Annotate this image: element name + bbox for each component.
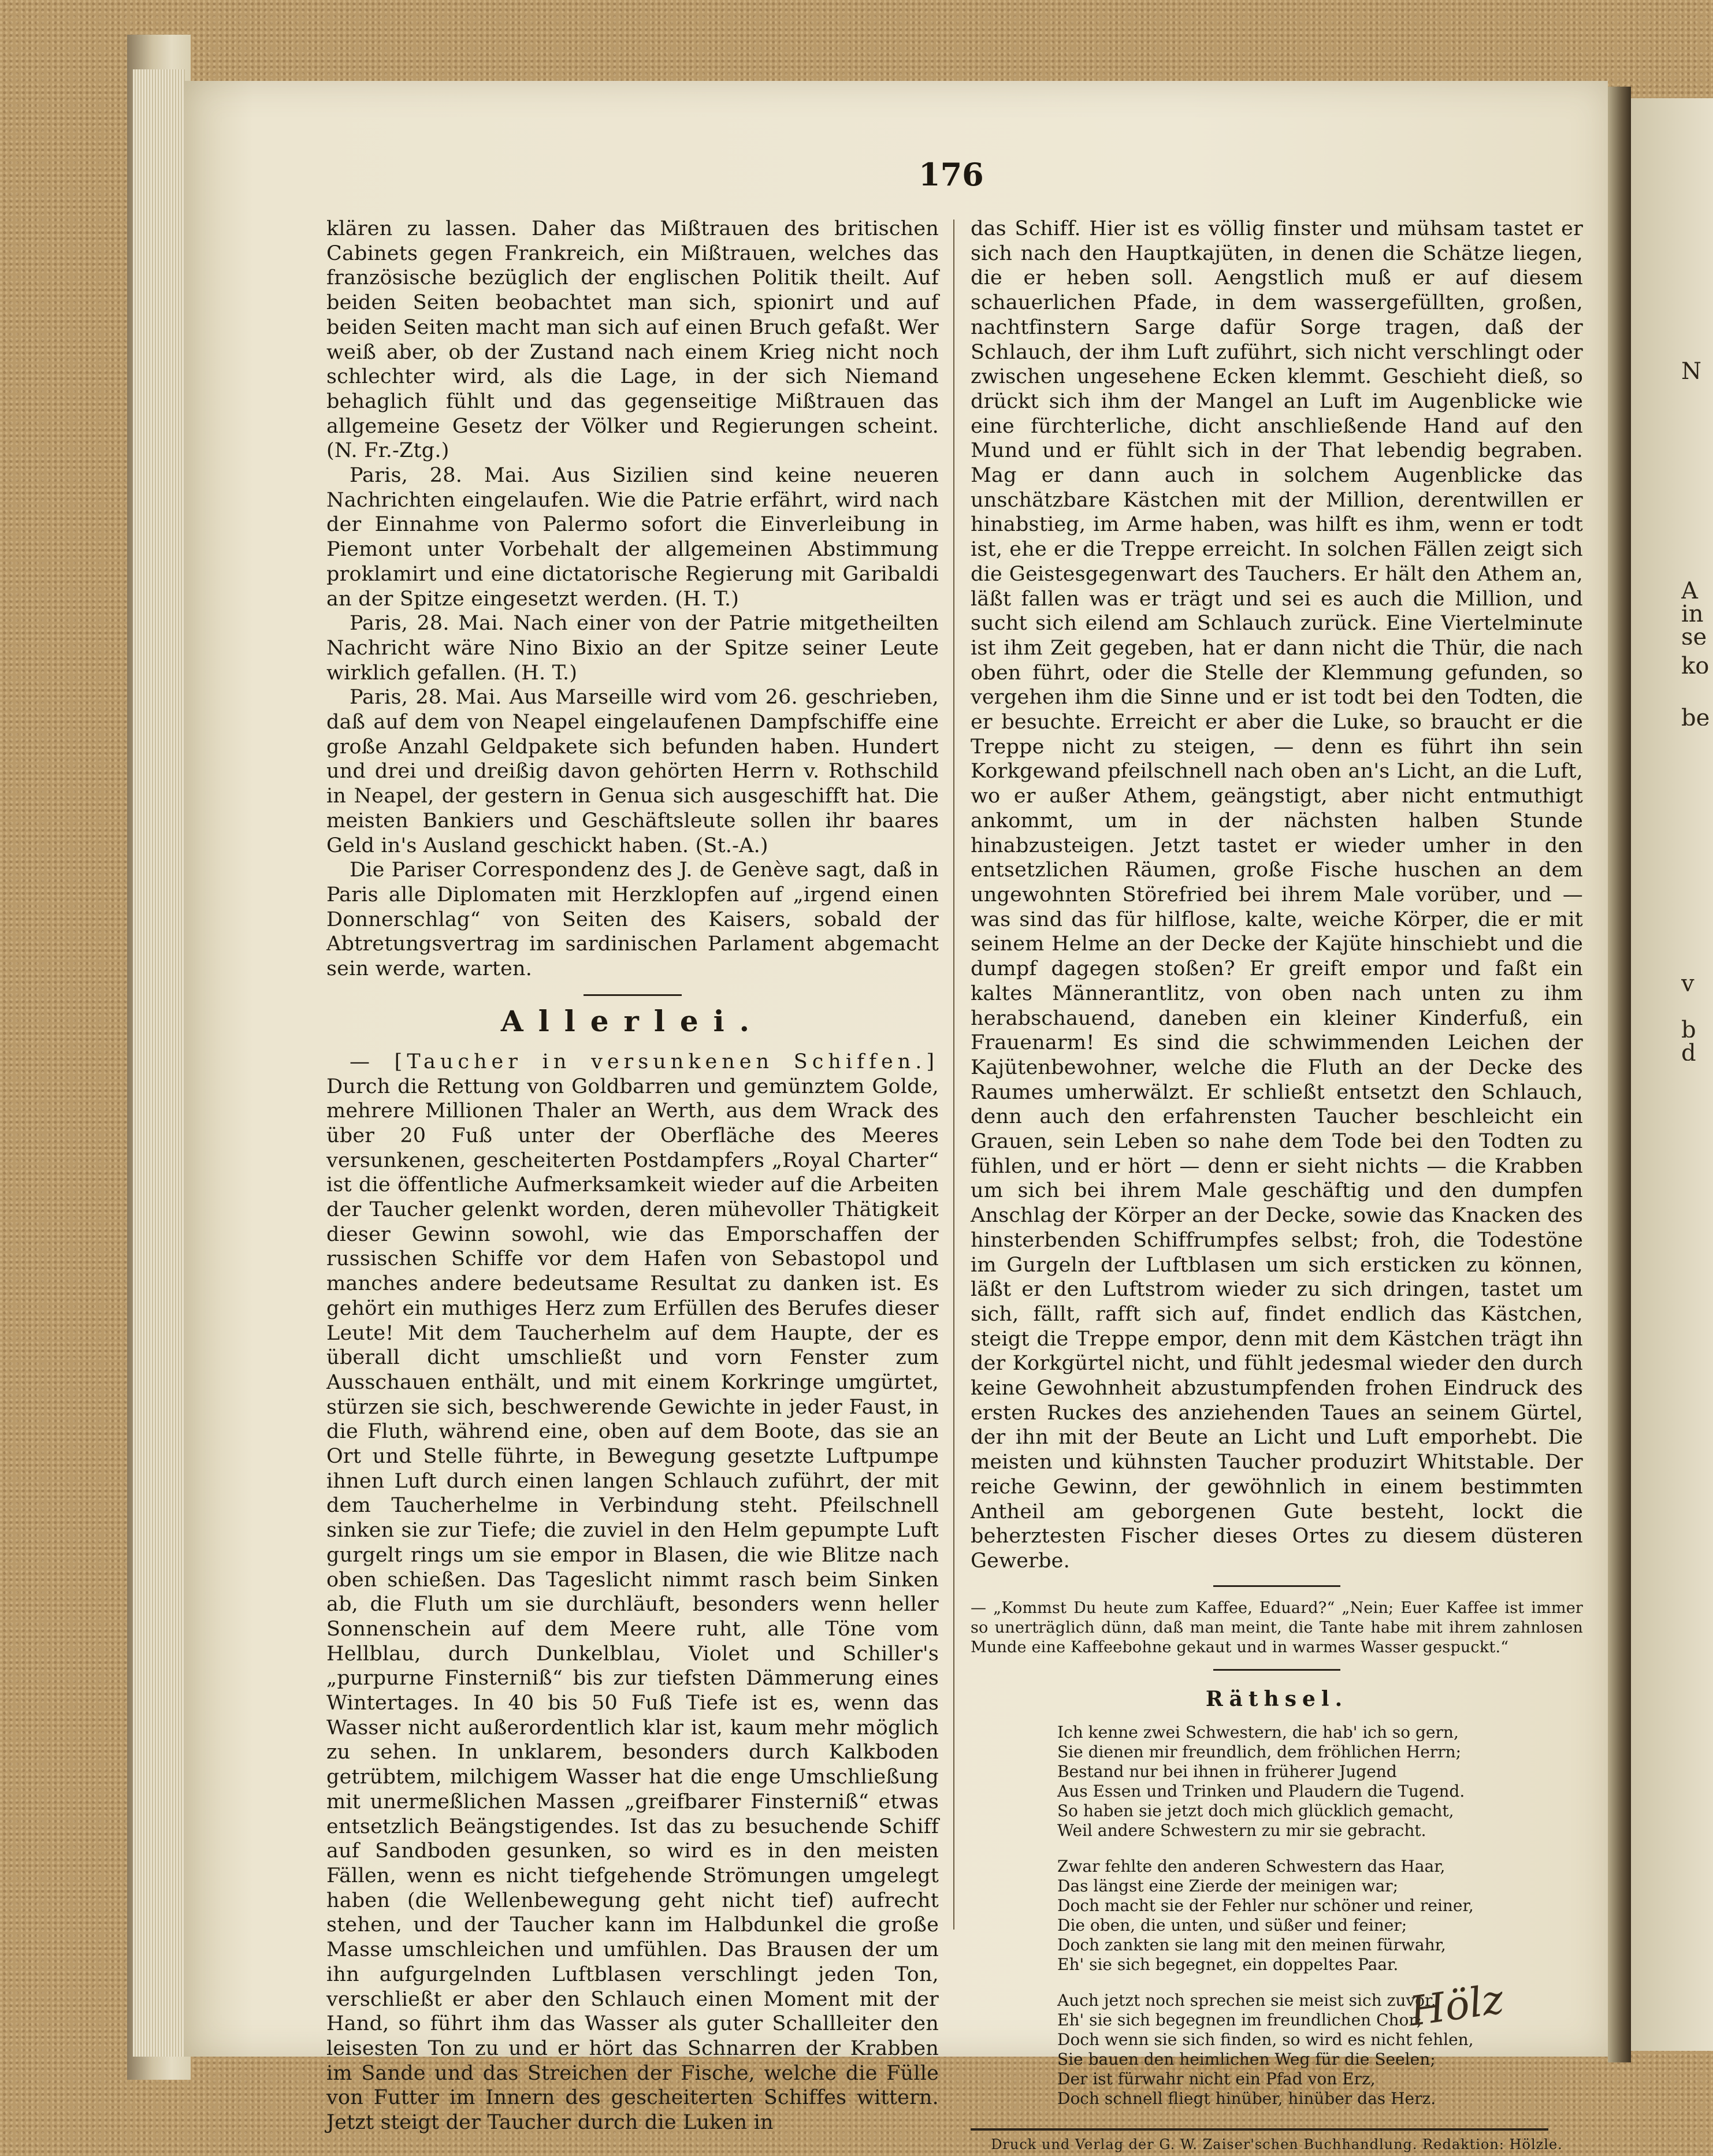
poem-line: Weil andere Schwestern zu mir sie gebracht. (1057, 1820, 1426, 1840)
imprint-rule (971, 2128, 1548, 2131)
book-gutter (1608, 87, 1631, 2062)
section-title: Allerlei. (500, 1003, 765, 1038)
news-paragraph: klären zu lassen. Daher das Mißtrauen des britischen Cabinets gegen Frankreich, ein Mißtrauen, welches das französische bezüglich der englischen Politik theilt. Auf beiden Seiten beobachtet man sich, spionirt und auf beiden Seiten macht man sich auf einen Bruch gefaßt. Wer weiß aber, ob der Zustand nach einem Krieg nicht noch schlechter wird, als die Lage, in der sich Niemand behaglich fühlt und das gegenseitige Mißtrauen das allgemeine Gesetz der Völker und Regierungen scheint. (N. Fr.-Ztg.) (326, 217, 939, 463)
handwritten-signature: Hölz (1407, 1975, 1507, 2035)
diver-article-continued: das Schiff. Hier ist es völlig finster und mühsam tastet er sich nach den Hauptkajüten, in denen die Schätze liegen, die er heben soll. Aengstlich muß er auf diesem schauerlichen Pfade, in dem wassergefüllten, großen, nachtfinstern Sarge dafür Sorge tragen, daß der Schlauch, der ihm Luft zuführt, sich nicht verschlingt oder zwischen ungesehene Ecken klemmt. Geschieht dieß, so drückt sich ihm der Mangel an Luft im Augenblicke wie eine fürchterliche, dicht anschließende Hand auf den Mund und er fühlt sich in der That lebendig begraben. Mag er dann auch in solchem Augenblicke das unschätzbare Kästchen mit der Million, derentwillen er hinabstieg, im Arme haben, was hilft es ihm, wenn er todt ist, ehe er die Treppe erreicht. In solchen Fällen zeigt sich die Geistesgegenwart des Tauchers. Er hält den Athem an, läßt fallen was er trägt und sei es auch die Million, und sucht sich eilend am Schlauch zurück. Eine Viertelminute ist ihm Zeit gegeben, hat er dann nicht die Thür, die nach oben führt, oder die Stelle der Klemmung gefunden, so vergehen ihm die Sinne und er ist todt bei den Todten, die er besuchte. Erreicht er aber die Luke, so braucht er die Treppe nicht zu steigen, — denn es führt ihn sein Korkgewand pfeilschnell nach oben an's Licht, an die Luft, wo er außer Athem, geängstigt, aber nicht entmuthigt ankommt, um in der nächsten halben Stunde hinabzusteigen. Jetzt tastet er wieder umher in den entsetzlichen Räumen, große Fische huschen an dem ungewohnten Störefried bei ihrem Male vorüber, und — was sind das für hilflose, kalte, weiche Körper, die er mit seinem Helme an der Decke der Kajüte hinschiebt und die dumpf dagegen stoßen? Er greift empor und faßt ein kaltes Männerantlitz, von oben nach unten zu ihm herabschauend, daneben ein kleiner Kinderfuß, ein Frauenarm! Es sind die schwimmenden Leichen der Kajütenbewohner, welche die Fluth an der Decke des Raumes umherwälzt. Er schließt entsetzt den Schlauch, denn auch den erfahrensten Taucher beschleicht ein Grauen, sein Leben so nahe dem Tode bei den Todten zu fühlen, und er hört — denn er sieht nichts — die Krabben um sich bei ihrem Male geschäftig und den dumpfen Anschlag der Körper an der Decke, sowie das Knacken des hinsterbenden Schiffrumpfes selbst; froh, die Todestöne im Gurgeln der Luftblasen um sich ersticken zu können, läßt er den Luftstrom wieder zu sich dringen, tastet um sich, fällt, rafft sich auf, findet endlich das Kästchen, steigt die Treppe empor, denn mit dem Kästchen trägt ihn der Korkgürtel nicht, und fühlt jedesmal wieder den durch keine Gewohnheit abzustumpfenden frohen Eindruck des ersten Ruckes des anziehenden Taues an seinem Gürtel, der ihn mit der Beute an Licht und Luft emporhebt. Die meisten und kühnsten Taucher produzirt Whitstable. Der reiche Gewinn, der gewöhnlich in einem bestimmten Antheil am geborgenen Gute besteht, lockt die beherztesten Fischer dieses Ortes zu diesem düsteren Gewerbe. (971, 217, 1583, 1573)
poem-line: Bestand nur bei ihnen in früherer Jugend (1057, 1761, 1397, 1781)
section-divider (1213, 1585, 1340, 1587)
facing-page (1631, 98, 1713, 2051)
column-divider (953, 220, 954, 1930)
riddle-title: Räthsel. (1205, 1686, 1348, 1711)
facing-page-fragment: ko (1681, 653, 1710, 674)
diver-article-start (326, 1050, 939, 2135)
facing-page-fragment: be (1681, 705, 1710, 726)
facing-page-fragment: v (1681, 971, 1695, 991)
poem-line: Der ist fürwahr nicht ein Pfad von Erz, (1057, 2069, 1376, 2088)
facing-page-fragment: b (1681, 1017, 1696, 1038)
anecdote: — „Kommst Du heute zum Kaffee, Eduard?“ „Nein; Euer Kaffee ist immer so unerträglich dünn, daß man meint, die Tante habe mit ihrem zahnlosen Munde eine Kaffeebohne gekaut und in warmes Wasser gespuckt.“ (971, 1599, 1583, 1656)
right-column (971, 217, 1583, 2153)
news-paragraph: Paris, 28. Mai. Aus Marseille wird vom 26. geschrieben, daß auf dem von Neapel eingelaufenen Dampfschiffe eine große Anzahl Geldpakete sich befunden haben. Hundert und drei und dreißig davon gehörten Herrn v. Rothschild in Neapel, der gestern in Genua sich ausgeschifft hat. Die meisten Bankiers und Geschäftsleute sollen ihr baares Geld in's Ausland geschickt haben. (St.-A.) (326, 686, 939, 857)
news-paragraph: Die Pariser Correspondenz des J. de Genève sagt, daß in Paris alle Diplomaten mit Herzklopfen auf „irgend einen Donnerschlag“ von Seiten des Kaisers, sobald der Abtretungsvertrag im sardinischen Parlament abgemacht sein werde, warten. (326, 858, 939, 981)
poem-line: Sie bauen den heimlichen Weg für die Seelen; (1057, 2049, 1436, 2069)
poem-line: Eh' sie sich begegnen im freundlichen Chor; (1057, 2010, 1422, 2029)
facing-page-fragment: d (1681, 1040, 1696, 1061)
imprint-line: Druck und Verlag der G. W. Zaiser'schen Buchhandlung. Redaktion: Hölzle. (991, 2136, 1563, 2153)
poem-line: Zwar fehlte den anderen Schwestern das Haar, (1057, 1856, 1446, 1876)
page-edges (133, 69, 185, 2057)
poem-line: Ich kenne zwei Schwestern, die hab' ich so gern, (1057, 1722, 1459, 1742)
poem-line: Doch wenn sie sich finden, so wird es nicht fehlen, (1057, 2029, 1474, 2049)
left-column (326, 217, 939, 2135)
facing-page-fragment: N (1681, 358, 1701, 379)
facing-page-fragment: A (1681, 578, 1698, 599)
facing-page-fragment: se (1681, 624, 1707, 645)
section-divider (1213, 1669, 1340, 1671)
page-number: 176 (919, 156, 984, 193)
section-divider (584, 994, 682, 996)
diver-article-text: Durch die Rettung von Goldbarren und gemünztem Golde, mehrere Millionen Thaler an Werth, aus dem Wrack des über 20 Fuß unter der Oberfläche des Meeres versunkenen, gescheiterten Postdampfers „Royal Charter“ ist die öffentliche Aufmerksamkeit wieder auf die Arbeiten der Taucher gelenkt worden, deren mühevoller Thätigkeit dieser Gewinn sowohl, wie das Emporschaffen der russischen Schiffe vor dem Hafen von Sebastopol und manches andere bedeutsame Resultat zu danken ist. Es gehört ein muthiges Herz zum Erfüllen des Berufes dieser Leute! Mit dem Taucherhelm auf dem Haupte, der es überall dicht umschließt und vorn Fenster zum Ausschauen enthält, und mit einem Korkringe umgürtet, stürzen sie sich, beschwerende Gewichte in jeder Faust, in die Fluth, während eine, oben auf dem Boote, das sie an Ort und Stelle führte, in Bewegung gesetzte Luftpumpe ihnen Luft durch einen langen Schlauch zuführt, der mit dem Taucherhelme in Verbindung steht. Pfeilschnell sinken sie zur Tiefe; die zuviel in den Helm gepumpte Luft gurgelt rings um sie empor in Blasen, die wie Blitze nach oben schießen. Das Tageslicht nimmt rasch beim Sinken ab, die Fluth um sie durchläuft, besonders wenn heller Sonnenschein auf dem Meere ruht, alle Töne vom Hellblau, durch Dunkelblau, Violet und Schiller's „purpurne Finsterniß“ bis zur tiefsten Dämmerung eines Wintertages. In 40 bis 50 Fuß Tiefe ist es, wenn das Wasser nicht außerordentlich klar ist, kaum mehr möglich zu sehen. In unklarem, besonders durch Kalkboden getrübtem, milchigem Wasser hat die enge Umschließung mit unermeßlichen Massen „greifbarer Finsterniß“ etwas entsetzlich Beängstigendes. Ist das zu besuchende Schiff auf Sandboden gesunken, so wird es in den meisten Fällen, wenn es nicht tiefgehende Strömungen umgelegt haben (die Wellenbewegung geht nicht tief) aufrecht stehen, und der Taucher kann im Halbdunkel die große Masse umschleichen und umfühlen. Das Brausen der um ihn aufgurgelnden Luftblasen verschlingt jeden Ton, verschließt er aber den Schlauch einen Moment mit der Hand, so führt ihm das Wasser als guter Schallleiter den leisesten Ton zu und er hört das Schnarren der Krabben im Sande und das Streichen der Fische, welche die Fülle von Futter im Innern des gescheiterten Schiffes wittern. Jetzt steigt der Taucher durch die Luken in (326, 1075, 939, 2135)
news-paragraph: Paris, 28. Mai. Nach einer von der Patrie mitgetheilten Nachricht wäre Nino Bixio an der Spitze seiner Leute wirklich gefallen. (H. T.) (326, 612, 939, 685)
poem-line: Sie dienen mir freundlich, dem fröhlichen Herrn; (1057, 1742, 1462, 1761)
poem-line: Aus Essen und Trinken und Plaudern die Tugend. (1057, 1781, 1465, 1801)
poem-line: Eh' sie sich begegnet, ein doppeltes Paar. (1057, 1954, 1399, 1974)
poem-line: Das längst eine Zierde der meinigen war; (1057, 1876, 1399, 1895)
riddle-poem (1057, 1723, 1583, 2109)
news-paragraph: Paris, 28. Mai. Aus Sizilien sind keine neueren Nachrichten eingelaufen. Wie die Patrie erfährt, wird nach der Einnahme von Palermo sofort die Einverleibung in Piemont unter Vorbehalt der allgemeinen Abstimmung proklamirt und eine dictatorische Regierung mit Garibaldi an der Spitze eingesetzt werden. (H. T.) (326, 464, 939, 611)
poem-line: Auch jetzt noch sprechen sie meist sich zuvor, (1057, 1990, 1436, 2010)
poem-stanza (1057, 1723, 1583, 1841)
poem-line: Doch schnell fliegt hinüber, hinüber das Herz. (1057, 2088, 1436, 2108)
poem-line: Doch zankten sie lang mit den meinen fürwahr, (1057, 1935, 1446, 1954)
poem-line: Doch macht sie der Fehler nur schöner und reiner, (1057, 1895, 1474, 1915)
poem-stanza (1057, 1857, 1583, 1975)
diver-article-heading: — [Taucher in versunkenen Schiffen.] (350, 1050, 939, 1073)
poem-line: Die oben, die unten, und süßer und feiner; (1057, 1915, 1407, 1935)
poem-line: So haben sie jetzt doch mich glücklich gemacht, (1057, 1801, 1454, 1820)
facing-page-fragment: in (1681, 601, 1704, 622)
